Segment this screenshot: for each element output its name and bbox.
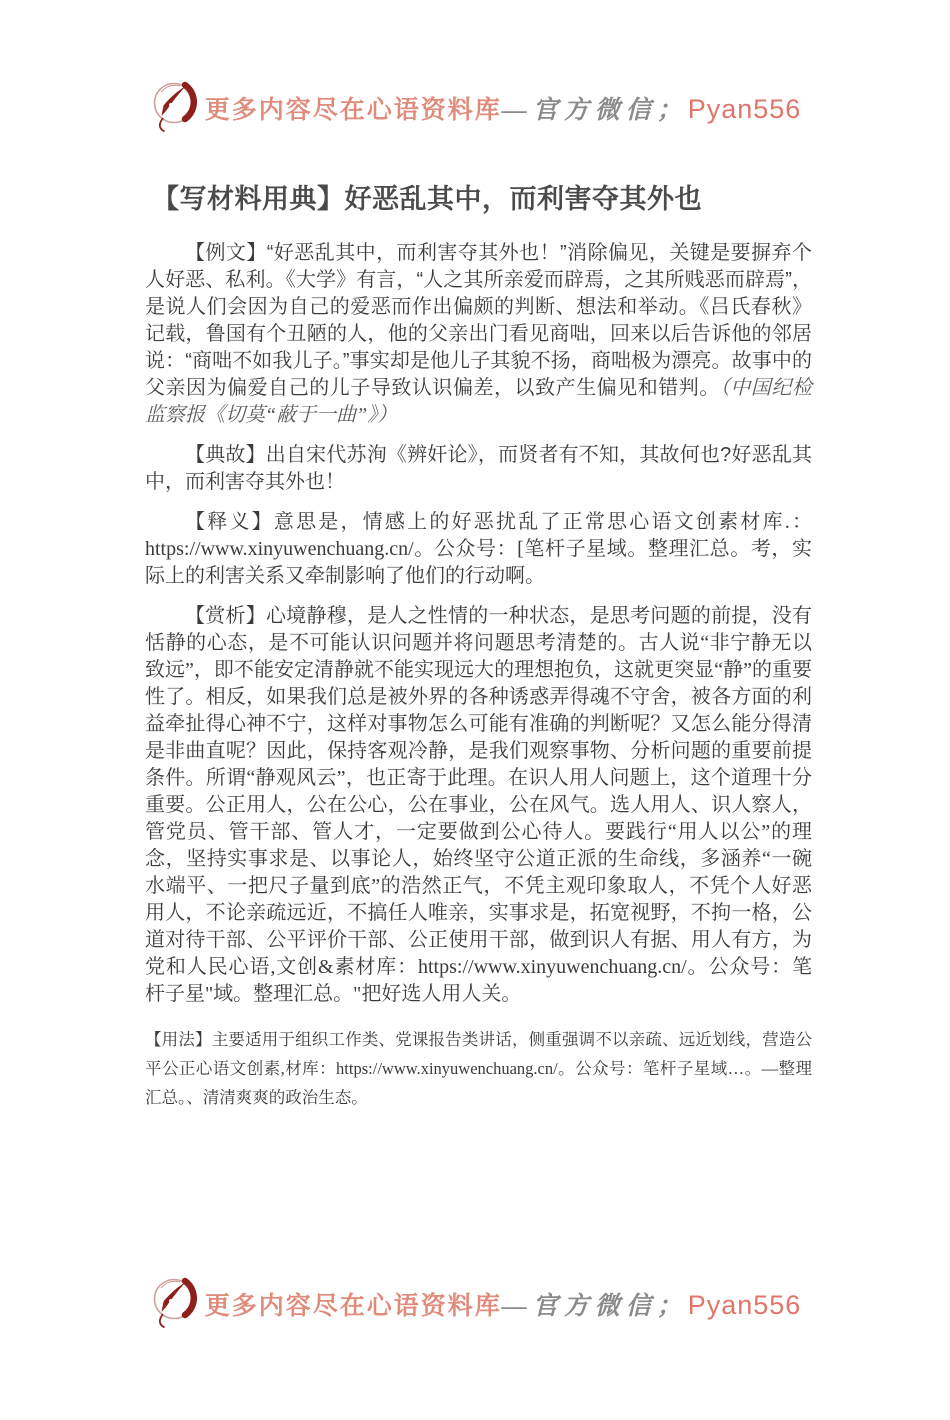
wechat-id: Pyan556 [687, 1290, 802, 1320]
paragraph-shiyi [145, 509, 812, 590]
document-body [0, 177, 950, 1112]
paragraph-liwen [145, 240, 812, 429]
footer-brandbar [0, 1272, 950, 1336]
paragraph-yongfa [145, 1025, 812, 1112]
brand-dash: — [501, 97, 533, 124]
paragraph-label: 【赏析】 [185, 605, 266, 627]
paragraph-text: 主要适用于组织工作类、党课报告类讲话，侧重强调不以亲疏、远近划线，营造公平公正心语文创素,材库：https://www.xinyuwenchuang.cn/。公众号：笔杆子星域…。—整理汇总。、清清爽爽的政治生态。 [145, 1030, 813, 1107]
paragraph-text: 心境静穆，是人之性情的一种状态，是思考问题的前提，没有恬静的心态，是不可能认识问题并将问题思考清楚的。古人说“非宁静无以致远”，即不能安定清静就不能实现远大的理想抱负，这就更突显“静”的重要性了。相反，如果我们总是被外界的各种诱惑弄得魂不守舍，被各方面的利益牵扯得心神不宁，这样对事物怎么可能有准确的判断呢？又怎么能分得清是非曲直呢？因此，保持客观冷静，是我们观察事物、分析问题的重要前提条件。所谓“静观风云”，也正寄于此理。在识人用人问题上，这个道理十分重要。公正用人，公在公心，公在事业，公在风气。选人用人、识人察人，管党员、管干部、管人才，一定要做到公心待人。要践行“用人以公”的理念，坚持实事求是、以事论人，始终坚守公道正派的生命线，多涵养“一碗水端平、一把尺子量到底”的浩然正气，不凭主观印象取人，不凭个人好恶用人，不论亲疏远近，不搞任人唯亲，实事求是，拓宽视野，不拘一格，公道对待干部、公平评价干部、公正使用干部，做到识人有据、用人有方，为党和人民心语,文创&素材库：https://www.xinyuwenchuang.cn/。公众号：笔杆子星"域。整理汇总。"把好选人用人关。 [145, 605, 813, 1005]
paragraph-diangu [145, 442, 812, 496]
page-title: 【写材料用典】好恶乱其中，而利害夺其外也 [152, 184, 702, 214]
header-brand-text [205, 90, 802, 126]
paragraph-label: 【用法】 [145, 1030, 212, 1049]
paragraph-label: 【例文】 [185, 242, 267, 264]
wechat-id: Pyan556 [687, 94, 802, 124]
paragraph-label: 【典故】 [185, 444, 266, 466]
pen-circle-logo-icon [149, 1272, 199, 1336]
paragraph-text: 出自宋代苏洵《辨奸论》，而贤者有不知，其故何也?好恶乱其中，而利害夺其外也！ [145, 444, 813, 493]
source-citation: （中国纪检监察报《切莫“蔽于一曲”》） [145, 377, 812, 426]
paragraph-text: “好恶乱其中，而利害夺其外也！”消除偏见，关键是要摒弃个人好恶、私利。《大学》有言，“人之其所亲爱而辟焉，之其所贱恶而辟焉”，是说人们会因为自己的爱恶而作出偏颇的判断、想法和举动。《吕氏春秋》记载，鲁国有个丑陋的人，他的父亲出门看见商咄，回来以后告诉他的邻居说：“商咄不如我儿子。”事实却是他儿子其貌不扬，商咄极为漂亮。故事中的父亲因为偏爱自己的儿子导致认识偏差，以致产生偏见和错判。 [145, 242, 812, 399]
header-brandbar [0, 76, 950, 140]
brand-dash: — [501, 1293, 533, 1320]
paragraph-shangxi [145, 603, 812, 1008]
paragraph-label: 【释义】 [185, 511, 274, 533]
pen-circle-logo-icon [149, 76, 199, 140]
wechat-label: 官方微信； [532, 97, 688, 124]
brand-slogan: 更多内容尽在心语资料库 [204, 97, 502, 124]
footer-brand-text [205, 1286, 802, 1322]
paragraph-text: 意思是，情感上的好恶扰乱了正常思心语文创素材库.：https://www.xinyuwenchuang.cn/。公众号：[笔杆子星域。整理汇总。考，实际上的利害关系又牵制影响了他们的行动啊。 [145, 511, 813, 587]
wechat-label: 官方微信； [532, 1293, 688, 1320]
brand-slogan: 更多内容尽在心语资料库 [204, 1293, 502, 1320]
